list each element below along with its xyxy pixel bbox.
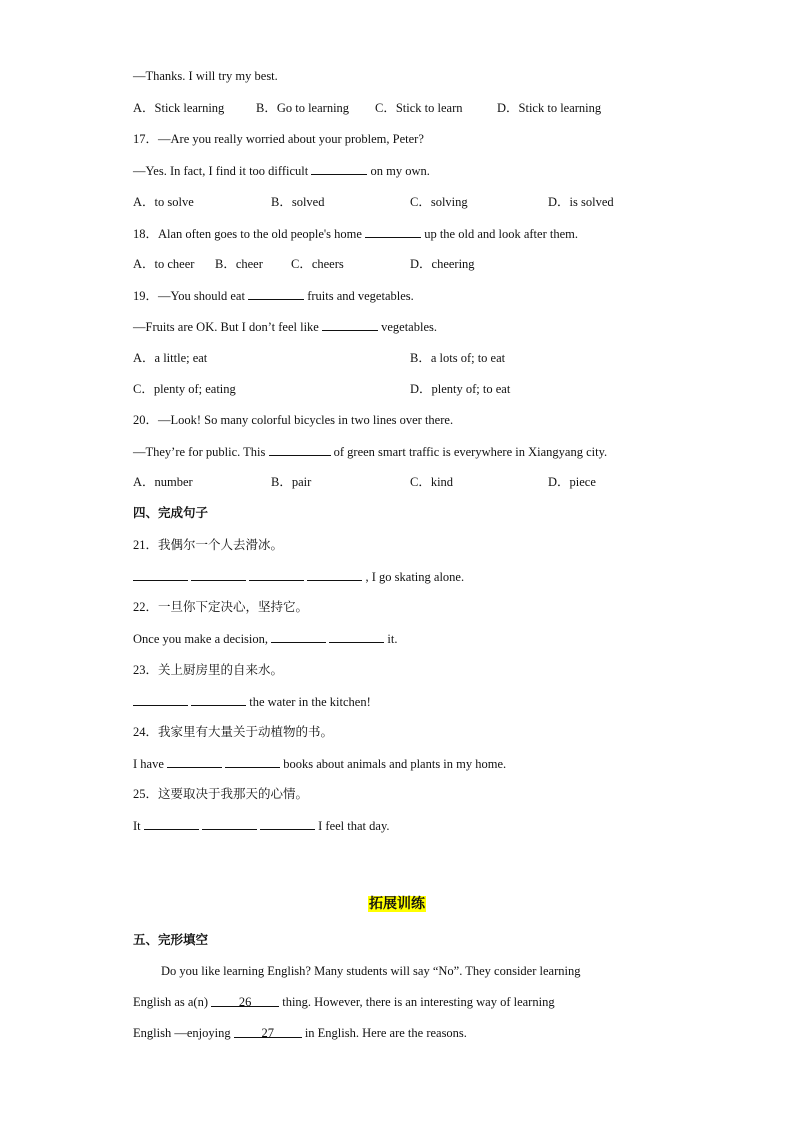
q19-line2-pre: —Fruits are OK. But I don’t feel like: [133, 320, 319, 334]
q20-option-c[interactable]: C．kind: [410, 475, 454, 489]
q23-chinese: 23．关上厨房里的自来水。: [133, 663, 284, 677]
q22-chinese: 22．一旦你下定决心，坚持它。: [133, 600, 309, 614]
q19-stem-pre: 19．—You should eat: [133, 289, 245, 303]
q20-stem: 20．—Look! So many colorful bicycles in two lines over there.: [133, 413, 454, 427]
q18-blank[interactable]: [365, 225, 421, 238]
q20-line2-post: of green smart traffic is everywhere in Xiangyang city.: [333, 445, 608, 459]
q20-blank[interactable]: [269, 443, 331, 456]
cloze-line-3-post: in English. Here are the reasons.: [304, 1026, 467, 1040]
q18-option-b[interactable]: B．cheer: [215, 257, 263, 271]
q22-english-pre: Once you make a decision,: [133, 632, 269, 646]
q17-line2-pre: —Yes. In fact, I find it too difficult: [133, 164, 309, 178]
q16-answer-line: —Thanks. I will try my best.: [133, 69, 278, 83]
q17-line2: [133, 162, 430, 179]
q16-option-c[interactable]: C．Stick to learn: [375, 101, 463, 115]
cloze-line-3-pre: English —enjoying: [133, 1026, 231, 1040]
q22-english-post: it.: [387, 632, 398, 646]
q22-english: [133, 630, 397, 647]
q18-stem-post: up the old and look after them.: [424, 227, 578, 241]
q25-chinese: 25．这要取决于我那天的心情。: [133, 787, 309, 801]
q17-option-d[interactable]: D．is solved: [548, 195, 614, 209]
q25-blank-1[interactable]: [144, 817, 199, 830]
q22-blank-2[interactable]: [329, 630, 384, 643]
section-5-title: 五、完形填空: [133, 932, 209, 947]
q21-blank-1[interactable]: [133, 568, 188, 581]
q19-option-c[interactable]: C．plenty of; eating: [133, 382, 236, 396]
q25-english-pre: It: [133, 819, 141, 833]
q24-english-post: books about animals and plants in my home.: [283, 757, 507, 771]
q20-line2-pre: —They’re for public. This: [133, 445, 266, 459]
cloze-blank-27[interactable]: 27: [234, 1025, 302, 1038]
cloze-line-2-pre: English as a(n): [133, 995, 208, 1009]
q23-english-post: the water in the kitchen!: [249, 695, 371, 709]
q19-option-b[interactable]: B．a lots of; to eat: [410, 351, 506, 365]
q17-option-b[interactable]: B．solved: [271, 195, 325, 209]
q20-option-a[interactable]: A．number: [133, 475, 193, 489]
q17-option-c[interactable]: C．solving: [410, 195, 468, 209]
q24-chinese: 24．我家里有大量关于动植物的书。: [133, 725, 334, 739]
q16-option-d[interactable]: D．Stick to learning: [497, 101, 602, 115]
q20-line2: [133, 443, 607, 460]
q23-blank-2[interactable]: [191, 693, 246, 706]
extension-banner-text: 拓展训练: [369, 896, 425, 912]
q25-english-post: I feel that day.: [318, 819, 390, 833]
q21-blank-3[interactable]: [249, 568, 304, 581]
q17-stem: 17．—Are you really worried about your problem, Peter?: [133, 132, 424, 146]
q19-option-a[interactable]: A．a little; eat: [133, 351, 208, 365]
cloze-line-3: [133, 1025, 467, 1041]
extension-banner: [0, 893, 794, 913]
q18-stem: [133, 225, 578, 242]
q19-stem: [133, 287, 414, 304]
q19-stem-post: fruits and vegetables.: [307, 289, 414, 303]
q21-english: [133, 568, 464, 585]
q21-blank-2[interactable]: [191, 568, 246, 581]
q25-blank-2[interactable]: [202, 817, 257, 830]
q18-stem-pre: 18．Alan often goes to the old people's home: [133, 227, 362, 241]
q24-english: [133, 755, 506, 772]
q16-option-b[interactable]: B．Go to learning: [256, 101, 350, 115]
q18-option-d[interactable]: D．cheering: [410, 257, 475, 271]
q19-line2-post: vegetables.: [381, 320, 437, 334]
q19-blank-1[interactable]: [248, 287, 304, 300]
q17-option-a[interactable]: A．to solve: [133, 195, 194, 209]
q22-blank-1[interactable]: [271, 630, 326, 643]
q19-option-d[interactable]: D．plenty of; to eat: [410, 382, 511, 396]
q20-option-d[interactable]: D．piece: [548, 475, 596, 489]
q23-blank-1[interactable]: [133, 693, 188, 706]
q17-blank[interactable]: [311, 162, 367, 175]
q19-line2: [133, 318, 437, 335]
q21-blank-4[interactable]: [307, 568, 362, 581]
q24-blank-2[interactable]: [225, 755, 280, 768]
q25-english: [133, 817, 390, 834]
cloze-line-1: Do you like learning English? Many students will say “No”. They consider learning: [161, 964, 581, 978]
q25-blank-3[interactable]: [260, 817, 315, 830]
q16-option-a[interactable]: A．Stick learning: [133, 101, 225, 115]
q17-line2-post: on my own.: [370, 164, 430, 178]
cloze-blank-26[interactable]: 26: [211, 994, 279, 1007]
q24-blank-1[interactable]: [167, 755, 222, 768]
q23-english: [133, 693, 371, 710]
q19-blank-2[interactable]: [322, 318, 378, 331]
q18-option-c[interactable]: C．cheers: [291, 257, 344, 271]
cloze-line-2: [133, 994, 555, 1010]
q21-english-post: , I go skating alone.: [365, 570, 465, 584]
q20-option-b[interactable]: B．pair: [271, 475, 312, 489]
cloze-line-2-post: thing. However, there is an interesting way of learning: [282, 995, 555, 1009]
section-4-title: 四、完成句子: [133, 505, 209, 520]
q18-option-a[interactable]: A．to cheer: [133, 257, 195, 271]
q21-chinese: 21．我偶尔一个人去滑冰。: [133, 538, 284, 552]
q24-english-pre: I have: [133, 757, 164, 771]
